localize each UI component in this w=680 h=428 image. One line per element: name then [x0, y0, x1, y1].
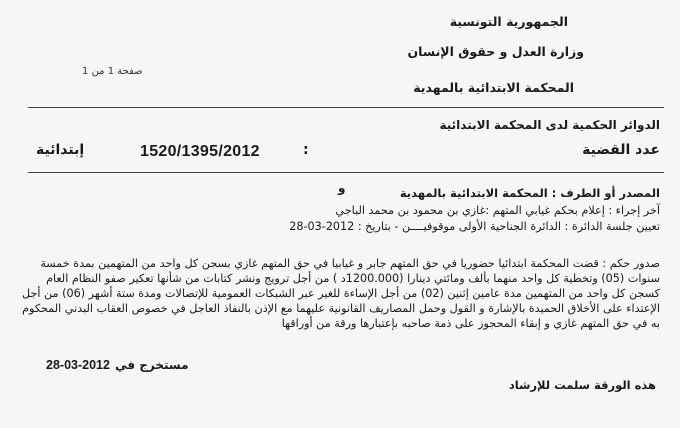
case-label-text: عدد القضية [582, 142, 660, 158]
handwritten-mark: ﻭ [338, 181, 346, 195]
case-degree: إبتدائية [36, 142, 85, 158]
page-word: صفحة [117, 66, 143, 77]
judgment-line-2: سنوات (05) وتخطية كل واحد منهما بألف ومائتي دينارا (1200.000د ) من أجل ترويج ونشر كتابات من شأنها تعكير صفو النظام العام [46, 272, 660, 285]
page-indicator [82, 66, 143, 77]
top-divider [28, 107, 664, 108]
page-current: 1 [107, 66, 115, 77]
page-of: من [91, 66, 105, 77]
session-date: 2012-03-28 [289, 220, 355, 233]
page-total: 1 [82, 66, 89, 77]
source-line: المصدر أو الطرف : المحكمة الابتدائية بالمهدية [399, 186, 660, 200]
session-line [289, 219, 660, 234]
court-name: المحكمة الابتدائية بالمهدية [413, 80, 574, 95]
case-number: 1520/1395/2012 [140, 143, 260, 160]
judgment-paragraph [20, 256, 660, 331]
case-label [582, 142, 660, 158]
country-name: الجمهورية التونسية [449, 14, 568, 29]
extract-row [46, 354, 189, 373]
middle-divider [28, 172, 664, 173]
judgment-line-3: كسجن كل واحد من المتهمين مدة عامين إثنين (02) من أجل الإساءة للغير عبر الشبكات العمومية للإتصالات ومدة ستة أشهر (06) من أجل [21, 287, 660, 300]
extract-label: مستخرج في [115, 358, 189, 372]
last-action-line: آخر إجراء : إعلام بحكم غيابي المتهم :غازي بن محمود بن محمد الباجي [335, 204, 660, 217]
session-prefix: تعيين جلسة الدائرة : الدائرة الجناحية الأولى موقوفيــــن - بتاريخ : [357, 220, 660, 233]
extract-date: 2012-03-28 [46, 358, 110, 372]
ministry-name: وزارة العدل و حقوق الإنسان [407, 44, 584, 59]
footer-note: هذه الورقة سلمت للإرشاد [508, 378, 656, 392]
judgment-line-5: به في حق المتهم غازي و إبقاء المحجوز على ذمة صاحبه بإعتبارها ورقة من أوراقها [281, 317, 660, 330]
case-colon: : [303, 142, 309, 158]
section-title: الدوائر الحكمية لدى المحكمة الابتدائية [439, 118, 660, 132]
judgment-line-4: الإعتداء على الأخلاق الحميدة بالإشارة و القول وحمل المصاريف القانونية عليهما مع الإذن بالنفاذ العاجل في خصوص العقاب البدني المحكوم [22, 302, 660, 315]
judgment-line-1: صدور حكم : قضت المحكمة ابتدائيا حضوريا في حق المتهم جابر و غيابيا في حق المتهم غازي بسجن كل واحد من المتهمين بمدة خمسة [40, 257, 660, 270]
